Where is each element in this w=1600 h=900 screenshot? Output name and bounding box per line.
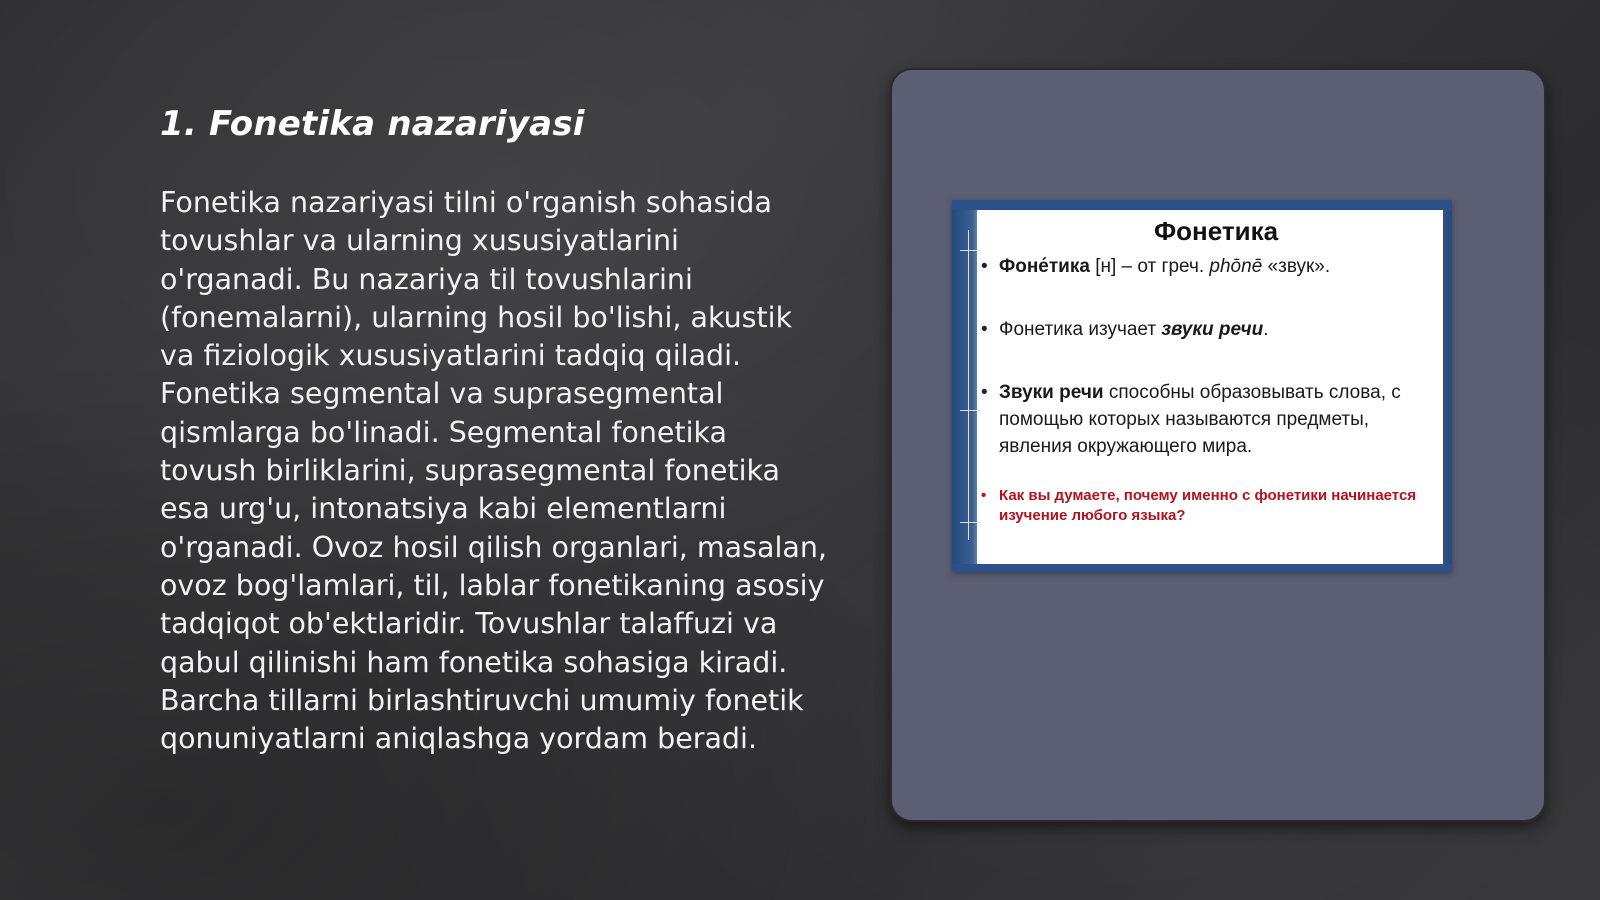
embedded-slide-image (952, 200, 1452, 572)
decorative-tick (960, 522, 978, 523)
decorative-tick (960, 410, 978, 411)
slide-title: 1. Fonetika nazariyasi (160, 104, 585, 144)
decorative-line (968, 230, 969, 540)
bullet-tail: . (1263, 319, 1269, 340)
bullet-term: Фоне́тика (999, 256, 1090, 277)
bullet-question: • Как вы думаете, почему именно с фонетики начинается изучение любого языка? (999, 486, 1433, 526)
bullet-etymology (999, 253, 1433, 280)
bullet-text: способны образовывать слова, с помощью которых называются предметы, явления окружающего мира. (999, 382, 1401, 457)
embedded-slide-title: Фонетика (1153, 216, 1279, 246)
decorative-tick (960, 250, 978, 251)
bullet-subject (999, 316, 1433, 343)
bullet-emphasis: звуки речи (1161, 319, 1264, 340)
bullet-text: [н] – от греч. (1089, 256, 1210, 277)
bullet-term: Звуки речи (999, 382, 1104, 403)
bullet-text: Фонетика изучает (999, 319, 1162, 340)
image-frame (890, 68, 1546, 822)
bullet-tail: «звук». (1262, 256, 1331, 277)
bullet-greek-word: phōnē (1209, 256, 1263, 277)
slide-body-text: Fonetika nazariyasi tilni o'rganish sohasida tovushlar va ularning xususiyatlarini o'rganadi. Bu nazariya til tovushlarini (fonemalarni), ularning hosil bo'lishi, akustik va fiziologik xususiyatlarini tadqiq qiladi. Fonetika segmental va suprasegmental qismlarga bo'linadi. Segmental fonetika tovush birliklarini, suprasegmental fonetika esa urg'u, intonatsiya kabi elementlarni o'rganadi. Ovoz hosil qilish organlari, masalan, ovoz bog'lamlari, til, lablar fonetikaning asosiy tadqiqot ob'ektlaridir. Tovushlar talaffuzi va qabul qilinishi ham fonetika sohasiga kiradi. Barcha tillarni birlashtiruvchi umumiy fonetik qonuniyatlarni aniqlashga yordam beradi. (160, 186, 827, 756)
bullet-speech-sounds (999, 379, 1433, 460)
embedded-slide-card (977, 210, 1443, 564)
